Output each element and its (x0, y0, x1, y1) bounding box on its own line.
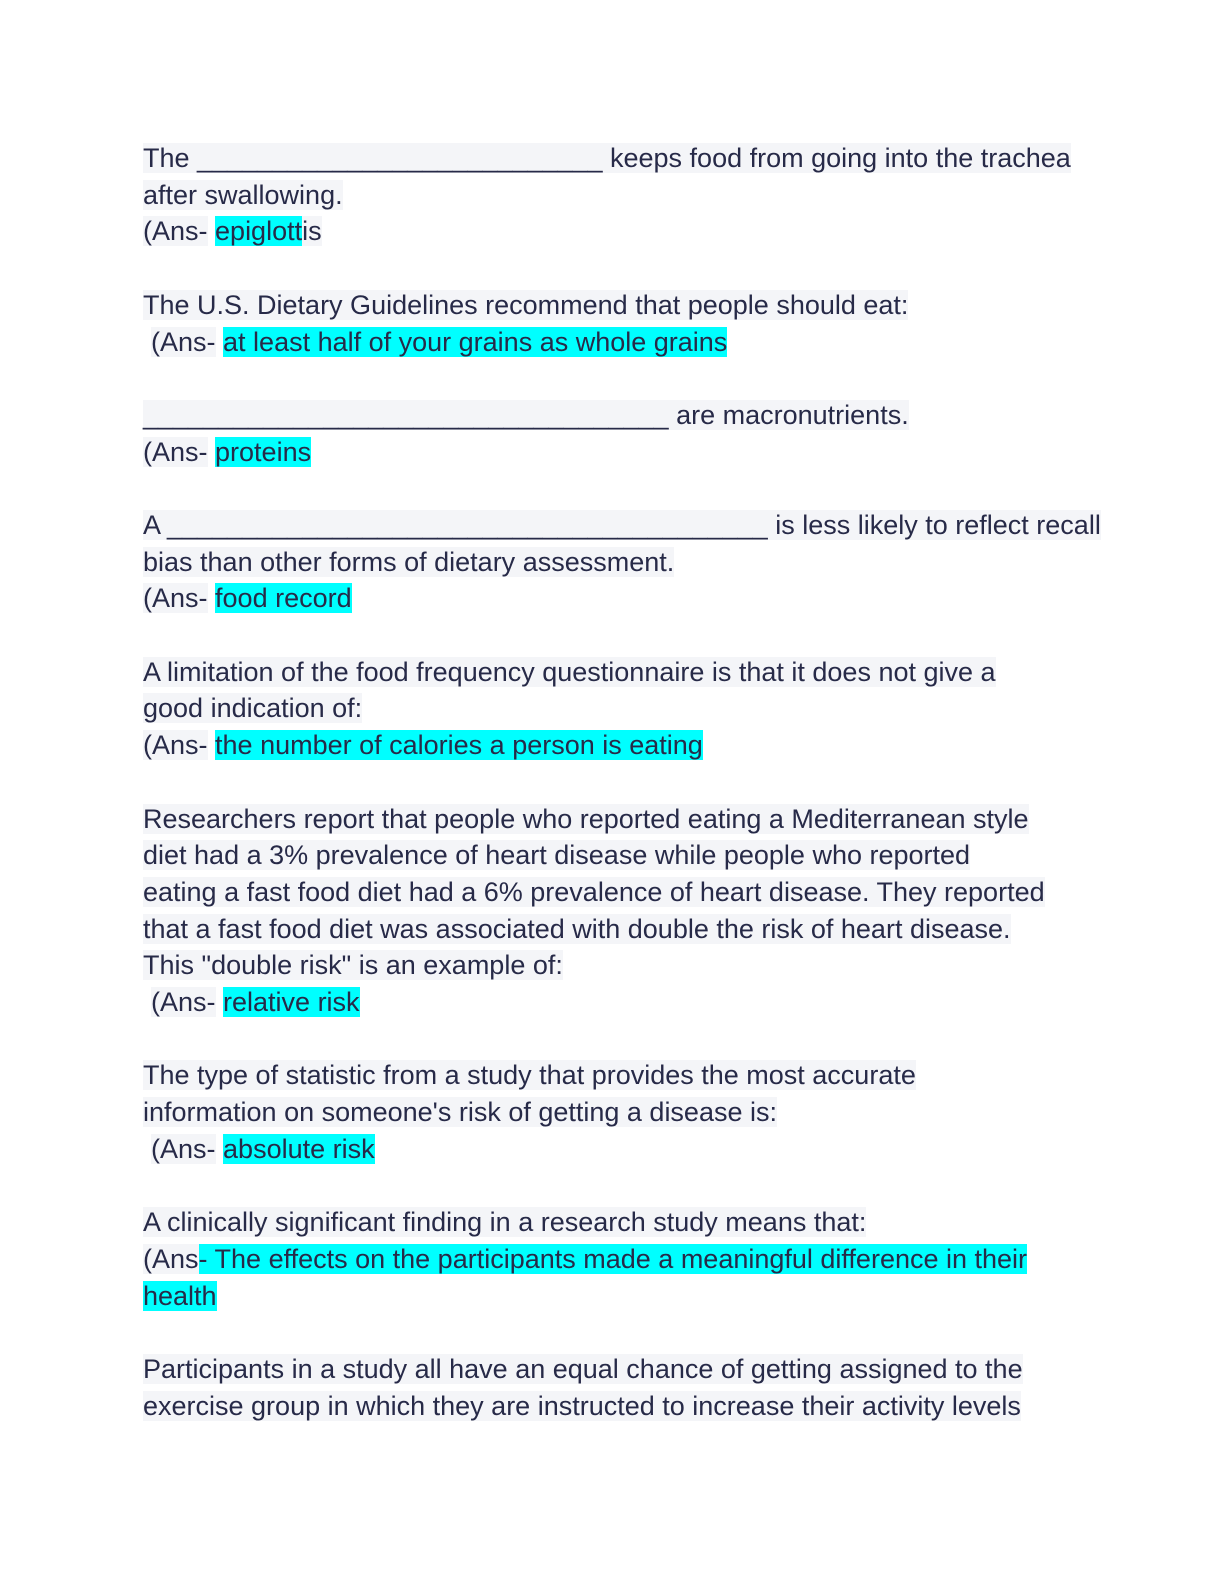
answer-rest: is (302, 216, 322, 247)
answer-prefix: (Ans- (143, 583, 208, 614)
question-recall-bias (143, 507, 1101, 617)
question-text: information on someone's risk of getting a disease is: (143, 1097, 777, 1128)
answer-prefix: (Ans- (143, 730, 208, 761)
answer-highlight: - The effects on the participants made a meaningful difference in their (198, 1243, 1028, 1274)
answer-highlight: food record (215, 583, 352, 614)
answer-highlight: proteins (215, 436, 312, 467)
question-text: The ___________________________ keeps food from going into the trachea (143, 143, 1071, 173)
question-text: The U.S. Dietary Guidelines recommend that people should eat: (143, 289, 909, 320)
question-text: good indication of: (143, 693, 363, 724)
answer-prefix: (Ans- (143, 436, 208, 467)
question-text: after swallowing. (143, 179, 343, 210)
question-text: Researchers report that people who reported eating a Mediterranean style (143, 803, 1029, 834)
document-page (143, 140, 1101, 1461)
answer-highlight: health (143, 1280, 217, 1311)
question-text: ___________________________________ are macronutrients. (143, 399, 909, 430)
answer-highlight: at least half of your grains as whole grains (223, 326, 728, 357)
question-random-assignment (143, 1351, 1083, 1424)
answer-highlight: the number of calories a person is eating (215, 730, 703, 761)
question-text: diet had a 3% prevalence of heart disease while people who reported (143, 840, 971, 871)
question-text: eating a fast food diet had a 6% prevalence of heart disease. They reported (143, 876, 1045, 907)
question-text: exercise group in which they are instructed to increase their activity levels (143, 1390, 1021, 1421)
answer-prefix: (Ans- (151, 326, 216, 357)
question-ffq-limitation (143, 654, 1083, 764)
answer-highlight: relative risk (223, 987, 360, 1018)
question-text: A limitation of the food frequency questionnaire is that it does not give a (143, 656, 996, 687)
question-text: that a fast food diet was associated with double the risk of heart disease. (143, 913, 1011, 944)
question-epiglottis (143, 140, 1083, 250)
question-text: This "double risk" is an example of: (143, 950, 563, 981)
answer-prefix: (Ans- (151, 987, 216, 1018)
answer-prefix: (Ans- (151, 1133, 216, 1164)
question-macronutrients (143, 397, 1083, 470)
question-text: A ________________________________________ is less likely to reflect recall (143, 509, 1101, 540)
answer-highlight: absolute risk (223, 1133, 375, 1164)
question-text: The type of statistic from a study that provides the most accurate (143, 1060, 916, 1091)
question-text: Participants in a study all have an equal chance of getting assigned to the (143, 1354, 1023, 1385)
question-dietary-guidelines (143, 287, 1083, 360)
question-relative-risk (143, 801, 1083, 1021)
answer-prefix: (Ans- (143, 216, 208, 247)
answer-highlight: epiglott (215, 216, 303, 247)
question-clinical-significance (143, 1204, 1083, 1314)
question-absolute-risk (143, 1057, 1083, 1167)
answer-prefix: (Ans (143, 1243, 199, 1274)
question-text: A clinically significant finding in a research study means that: (143, 1207, 867, 1238)
question-text: bias than other forms of dietary assessment. (143, 546, 675, 577)
